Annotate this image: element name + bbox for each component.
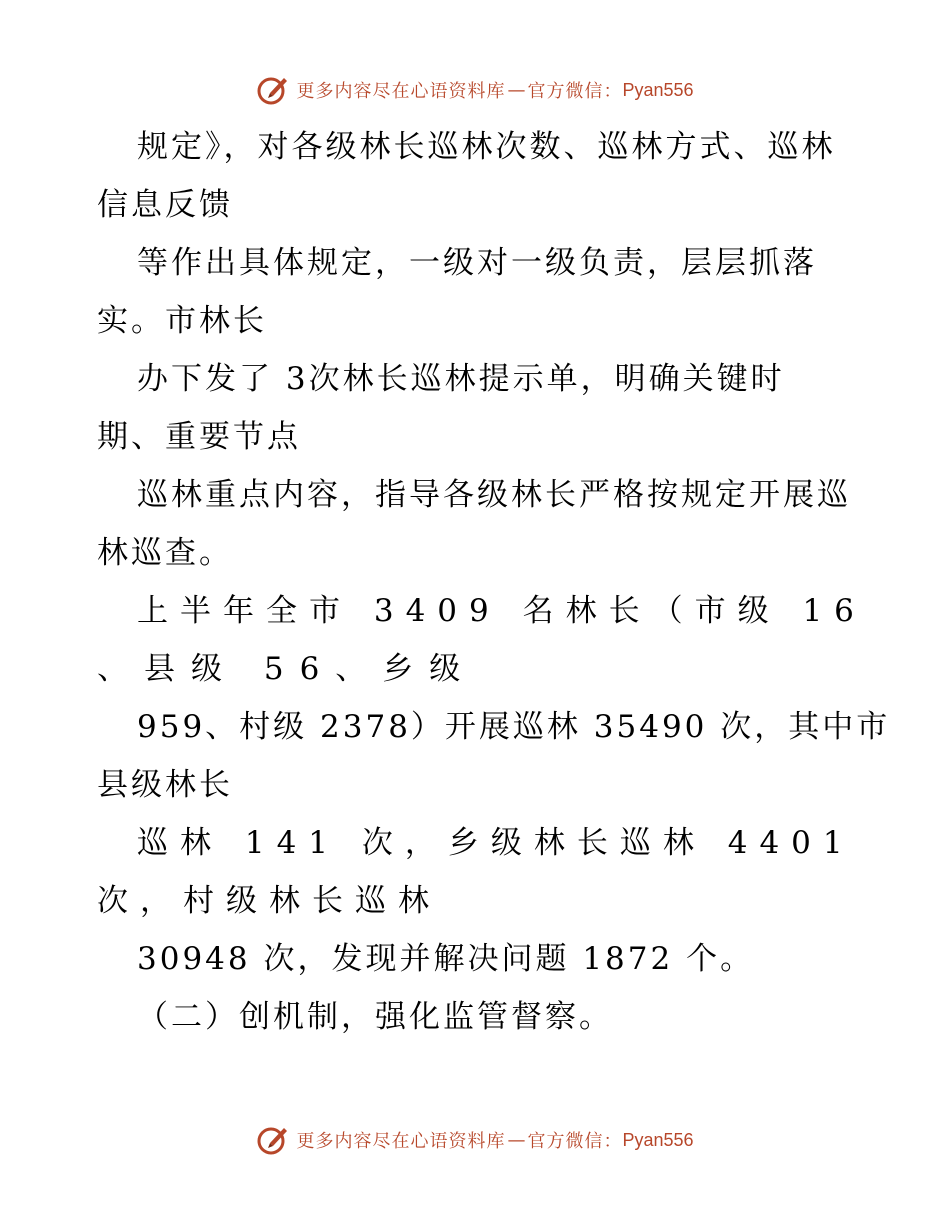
text-line: 期、重要节点	[97, 419, 301, 455]
text-line: 实。市林长	[97, 303, 267, 339]
watermark-id: Pyan556	[622, 79, 694, 100]
text-line: （二）创机制，强化监管督察。	[137, 999, 613, 1035]
watermark-text: 更多内容尽在心语资料库	[296, 81, 506, 102]
text-line: 信息反馈	[97, 187, 233, 223]
text-line: 、县级 56、乡级	[97, 651, 477, 687]
pen-logo-icon	[256, 73, 290, 107]
text-line: 巡林重点内容，指导各级林长严格按规定开展巡	[137, 477, 851, 513]
document-body	[97, 118, 891, 1046]
text-line: 等作出具体规定，一级对一级负责，层层抓落	[137, 245, 817, 281]
pen-logo-icon	[256, 1123, 290, 1157]
footer-watermark	[0, 1120, 950, 1160]
watermark-text: 更多内容尽在心语资料库	[296, 1131, 506, 1152]
text-line: 次，村级林长巡林	[97, 883, 441, 919]
text-line: 上半年全市 3409 名林长（市级 16	[137, 593, 866, 629]
text-line: 959、村级 2378）开展巡林 35490 次，其中市	[137, 709, 891, 745]
header-watermark	[0, 70, 950, 110]
watermark-suffix: 官方微信：	[527, 81, 623, 102]
watermark-separator: —	[507, 79, 526, 101]
text-line: 规定》，对各级林长巡林次数、巡林方式、巡林	[137, 129, 836, 165]
watermark-suffix: 官方微信：	[527, 1131, 623, 1152]
text-line: 巡林 141 次，乡级林长巡林 4401	[137, 825, 855, 861]
watermark-id: Pyan556	[622, 1129, 694, 1150]
text-line: 县级林长	[97, 767, 233, 803]
text-line: 30948 次，发现并解决问题 1872 个。	[137, 941, 755, 977]
text-line: 林巡查。	[97, 535, 233, 571]
text-line: 办下发了 3次林长巡林提示单，明确关键时	[137, 361, 785, 397]
watermark-separator: —	[507, 1129, 526, 1151]
